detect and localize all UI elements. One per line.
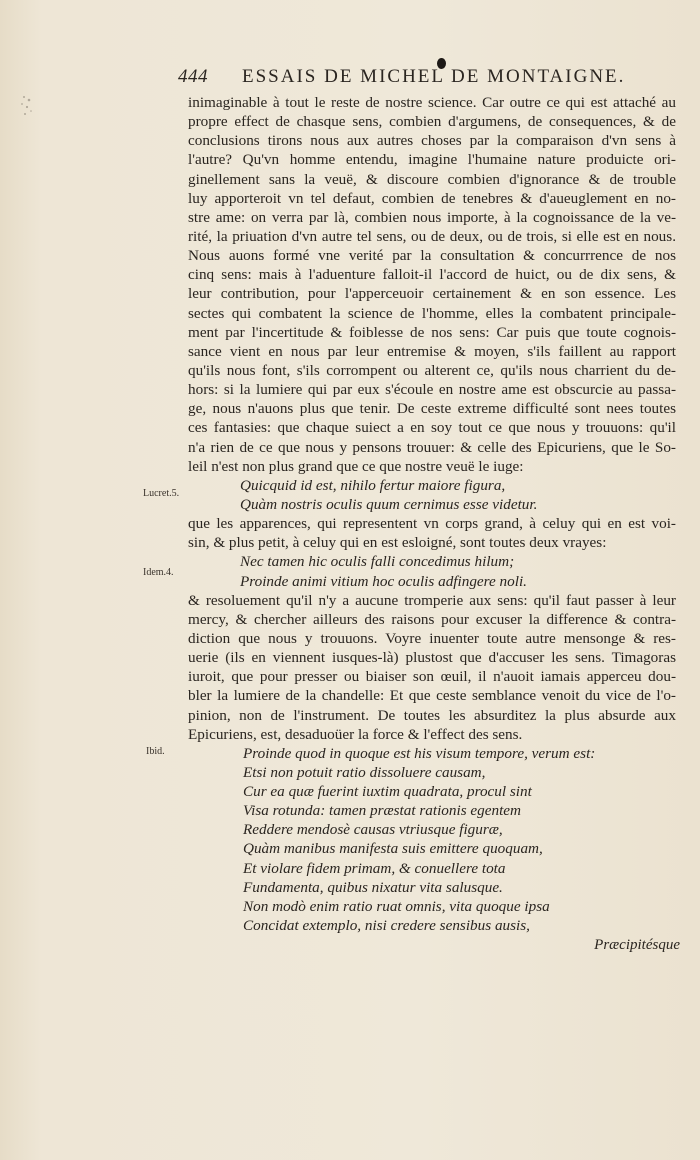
margin-note-lucretius: Lucret.5. (143, 488, 180, 499)
text-line: que les apparences, qui representent vn corps grand, à celuy qui en est voi- (188, 515, 676, 533)
text-line: stre ame: on verra par là, combien nous importe, à la cognoissance de la ve- (188, 208, 676, 226)
margin-note-idem: Idem.4. (143, 567, 174, 578)
text-line: uerie (ils en viennent iusques-là) plustost que d'accuser les sens. Timagoras (188, 649, 676, 667)
text-line: l'autre? Qu'vn homme entendu, imagine l'humaine nature produicte ori- (188, 151, 676, 169)
page-number: 444 (178, 66, 208, 87)
text-line: ment par l'incertitude & foiblesse de nos sens: Car puis que toute cognois- (188, 323, 676, 341)
verse-line: Visa rotunda: tamen præstat rationis egentem (243, 802, 522, 820)
margin-smudge-mark (18, 92, 36, 118)
text-line: Epicuriens, est, desaduoüer la force & l'effect des sens. (188, 725, 523, 743)
verse-line: Concidat extemplo, nisi credere sensibus ausis, (243, 917, 530, 935)
text-line: n'a rien de ce que nous y pensons trouuer: & celle des Epicuriens, que le So- (188, 438, 676, 456)
text-line: hors: si la lumiere qui par eux s'écoule en nostre ame est obscurcie au passa- (188, 381, 676, 399)
text-line: ginellement sans la veuë, & discoure combien d'ignorance & de trouble (188, 170, 676, 188)
text-line: ge, nous n'auons plus que tenir. De ceste extreme difficulté sont nees toutes (188, 400, 676, 418)
text-line: sance vient en nous par leur entremise & moyen, s'ils faillent au rapport (188, 342, 676, 360)
verse-line: Cur ea quæ fuerint iuxtim quadrata, procul sint (243, 783, 532, 801)
verse-line: Reddere mendosè causas vtriusque figuræ, (243, 821, 503, 839)
text-line: diction que nous y trouuons. Voyre inuenter toute autre mensonge & res- (188, 629, 676, 647)
verse-line: Quàm manibus manifesta suis emittere quoquam, (243, 840, 543, 858)
text-line: qu'ils nous font, s'ils corrompent ou alterent ce, qu'ils nous charrient du de- (188, 361, 676, 379)
catchword: Præcipitésque (594, 937, 680, 953)
text-line: inimaginable à tout le reste de nostre science. Car outre ce qui est attaché au (188, 94, 676, 111)
verse-line: Proinde quod in quoque est his visum tempore, verum est: (243, 744, 596, 762)
body-text (188, 93, 676, 935)
text-line: Nous auons formé vne verité par la consultation & concurrrence de nos (188, 247, 676, 265)
text-line: mercy, & chercher ailleurs des raisons pour excuser la difference & contra- (188, 610, 676, 628)
text-line: rité, la priuation d'vn autre tel sens, ou de deux, ou de trois, si elle est en nous. (188, 227, 676, 245)
verse-line: Et violare fidem primam, & conuellere tota (243, 859, 506, 877)
text-line: cinq sens: mais à l'aduenture falloit-il l'accord de huict, ou de dix sens, & (188, 266, 676, 284)
text-line: sectes qui combatent la science de l'homme, elles la combatent principale- (188, 304, 676, 322)
verse-line: Proinde animi vitium hoc oculis adfingere noli. (240, 572, 527, 590)
text-line: ces fantasies: que chaque suiect a en soy tout ce que nous y trouuons: qu'il (188, 419, 676, 437)
text-line: leur contribution, pour l'apperceuoir certainement & en son essence. Les (188, 285, 676, 303)
text-line: conclusions tirons nous aux autres choses par la comparaison d'vn sens à (188, 132, 676, 150)
running-header (178, 66, 658, 88)
text-line: & resoluement qu'il n'y a aucune tromperie aux sens: qu'il faut passer à leur (188, 591, 676, 609)
text-line: bler la lumiere de la chandelle: Et que ceste semblance venoit du vice de l'o- (188, 687, 676, 705)
text-line: luy apporteroit vn tel defaut, combien de tenebres & d'aueuglement en no- (188, 189, 676, 207)
verse-line: Etsi non potuit ratio dissoluere causam, (243, 763, 486, 781)
margin-note-ibid: Ibid. (146, 746, 165, 757)
text-line: leil n'est non plus grand que ce que nostre veuë le iuge: (188, 457, 524, 475)
text-line: pinion, non de l'instrument. De toutes les absurditez la plus absurde aux (188, 706, 676, 724)
running-title: ESSAIS DE MICHEL DE MONTAIGNE. (242, 66, 626, 87)
verse-line: Quicquid id est, nihilo fertur maiore figura, (240, 476, 506, 494)
verse-line: Nec tamen hic oculis falli concedimus hilum; (240, 553, 515, 571)
verse-line: Fundamenta, quibus nixatur vita salusque. (243, 878, 503, 896)
text-line: sin, & plus petit, à celuy qui en est esloigné, sont toutes deux vrayes: (188, 534, 607, 552)
text-line: propre effect de chasque sens, combien d'argumens, de consequences, & de (188, 113, 676, 131)
verse-line: Quàm nostris oculis quum cernimus esse videtur. (240, 495, 538, 513)
text-line: iuroit, que pour presser ou biaiser son œuil, il n'auoit iamais apperceu dou- (188, 668, 676, 686)
verse-line: Non modò enim ratio ruat omnis, vita quoque ipsa (243, 897, 550, 915)
